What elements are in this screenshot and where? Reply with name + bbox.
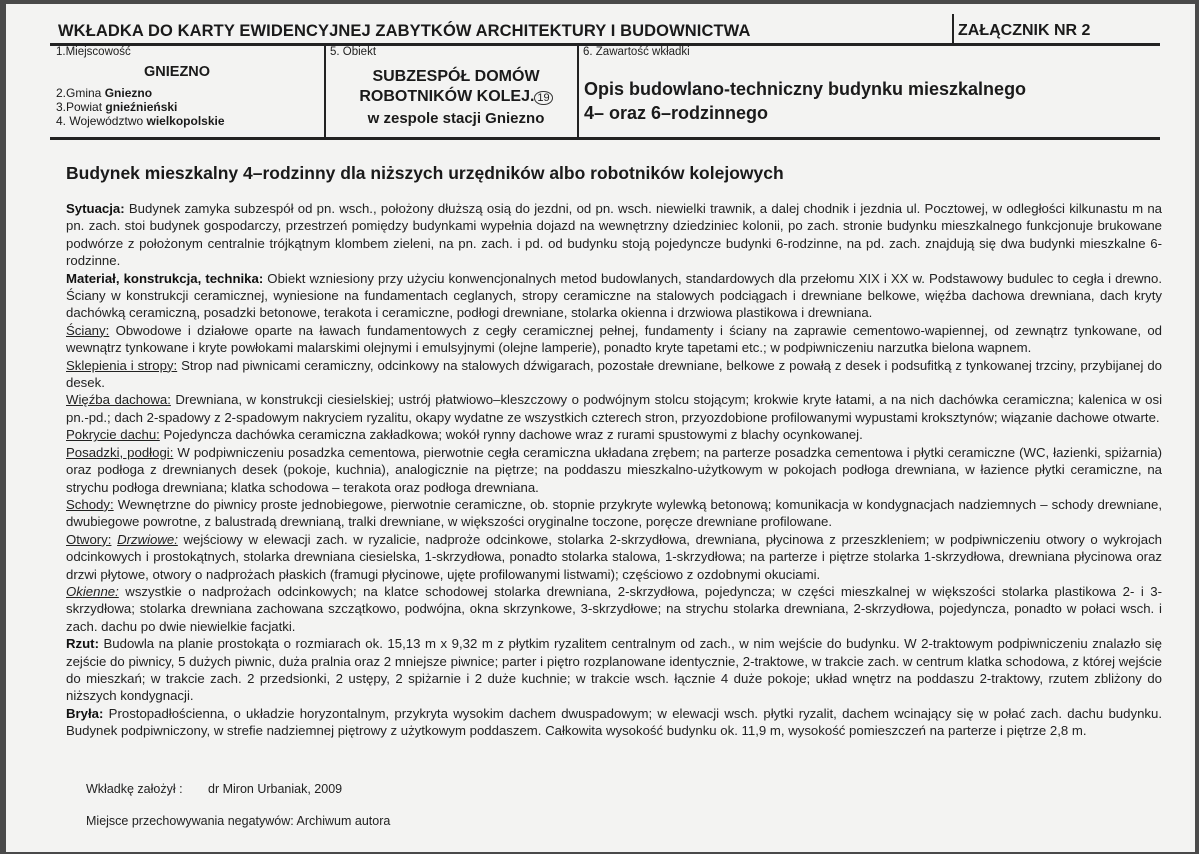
section-sytuacja: Sytuacja: Budynek zamyka subzespół od pn. wsch., położony dłuższą osią do jezdni, od pn. wsch. niewielki trawnik, a dalej chodnik i jezdnia ul. Pocztowej, w odległości kilkunastu m na pn. zach. stoi budynek gospodarczy, przestrzeń pomiędzy budynkami wypełnia dojazd na wewnętrzny dziedziniec kolonii, po zach. stronie budynku mieszkalnego funkcjonuje brukowane podwórze z położonym centralnie trójkątnym klombem zieleni, na pn. zach. i pd. od budynku stoją pojedyncze budynki 6-rodzinne, na pd. zach. znajdują się dwa budynki mieszkalne 6-rodzinne. bbox=[66, 201, 1162, 269]
commune-row bbox=[56, 86, 152, 100]
header-rule-bottom bbox=[50, 137, 1160, 140]
negatives-value: Archiwum autora bbox=[296, 814, 391, 828]
author-label: Wkładkę założył : bbox=[86, 782, 183, 796]
section-stropy: Sklepienia i stropy: Strop nad piwnicami ceramiczny, odcinkowy na stalowych dźwigarach, pozostałe drewniane, belkowe z powałą z desek i podsufitką z tynkowanej trzciny, przybijanej do desek. bbox=[66, 357, 1163, 391]
contents-label: 6. Zawartość wkładki bbox=[583, 46, 690, 58]
section-bryla: Bryła: Prostopadłościenna, o układzie horyzontalnym, przykryta wysokim dachem dwuspadowym; w elewacji wsch. płytki ryzalit, dachem wcinający się w połać zach. dachu budynku. Budynek podpiwniczony, w strefie nadziemnej piętrowy z użytkowym poddaszem. Całkowita wysokość budynku ok. 11,9 m, wysokość pomieszczeń na parterze i piętrze 2,8 m. bbox=[66, 705, 1162, 739]
voivodeship-value: wielkopolskie bbox=[146, 114, 225, 128]
town-value: GNIEZNO bbox=[144, 64, 211, 80]
county-value: gnieźnieński bbox=[105, 100, 178, 114]
title-row bbox=[58, 18, 1148, 42]
section-otwory: Otwory: Drzwiowe: wejściowy w elewacji zach. w ryzalicie, nadproże odcinkowe, stolarka 2-skrzydłowa, drewniana, płycinowa z przeszkleniem; w podpiwniczeniu otwory o wykrojach odcinkowych i prostokątnych, stolarka drewniana ciesielska, 1-skrzydłowa, ponadto stolarka stalowa, 1-skrzydłowa; na parterze i piętrze stolarka 1-skrzydłowa, drewniana płycinowa oraz drzwi płytowe, otwory o nadprożach płaskich (framugi płycinowe, ujęte profilowanymi listwami); częściowo z ozdobnymi okuciami. bbox=[66, 531, 1162, 582]
section-okienne: Okienne: wszystkie o nadprożach odcinkowych; na klatce schodowej stolarka drewniana, 2-skrzydłowa, pojedyncza; w części mieszkalnej w większości stolarka plastikowa 2- i 3-skrzydłowa; stolarka drewniana zachowana szczątkowo, podwójna, okna skrzynkowe, 3-skrzydłowe; na strychu stolarka drewniana, 2-skrzydłowa, pojedyncza, ponadto w połaci wsch. i zach. dachu po dwie niewielkie facjatki. bbox=[66, 583, 1162, 634]
object-title bbox=[336, 67, 576, 108]
county-label: 3.Powiat bbox=[56, 100, 103, 114]
section-rzut: Rzut: Budowla na planie prostokąta o rozmiarach ok. 15,13 m x 9,32 m z płytkim ryzalitem centralnym od zach., w nim wejście do budynku. W 2-traktowym podpiwniczeniu znalazło się zejście do piwnicy, 5 dużych piwnic, duża pralnia oraz 2 mniejsze piwnice; parter i piętro rozplanowane identycznie, 2-traktowe, w trakcie zach. w centrum klatka schodowa, z której wejście do mieszkań; w trakcie zach. 2 przedsionki, 2 ustępy, 2 spiżarnie i 2 duże kuchnie; w trakcie wsch. łącznie 4 duże pokoje; układ wnętrz na poddaszu 2-traktowy, rzutem zbliżony do niższych kondygnacji. bbox=[66, 636, 1162, 704]
negatives-label: Miejsce przechowywania negatywów: bbox=[86, 814, 294, 828]
voivodeship-label: 4. Województwo bbox=[56, 114, 144, 128]
annex-divider bbox=[952, 14, 954, 44]
contents-line-1: Opis budowlano-techniczny budynku mieszkalnego bbox=[584, 79, 1027, 99]
commune-value: Gniezno bbox=[104, 86, 153, 100]
object-number-badge: 19 bbox=[534, 91, 552, 105]
column-divider-1 bbox=[324, 45, 326, 138]
voivodeship-row bbox=[56, 114, 225, 128]
object-line-2: ROBOTNIKÓW KOLEJ. 19 bbox=[336, 87, 576, 108]
contents-line-2: 4– oraz 6–rodzinnego bbox=[584, 103, 769, 123]
section-material: Materiał, konstrukcja, technika: Obiekt wzniesiony przy użyciu konwencjonalnych metod budowlanych, standardowych dla przełomu XIX i XX w. Podstawowy budulec to cegła i drewno. Ściany w konstrukcji ceramicznej, wyniesione na fundamentach ceglanych, stropy ceramiczne na stalowych podciągach i drewniane belkowe, więźba dachowa drewniana, dach kryty dachówką ceramiczną, posadzki betonowe, terakota i ceramiczne, podłogi drewniane, stolarka okienna i drzwiowa plastikowa i drewniana. bbox=[66, 270, 1162, 321]
contents-title bbox=[584, 77, 1026, 125]
description-body bbox=[66, 200, 1162, 740]
commune-label: 2.Gmina bbox=[56, 86, 102, 100]
section-pokrycie: Pokrycie dachu: Pojedyncza dachówka ceramiczna zakładkowa; wokół rynny dachowe wraz z rurami spustowymi z blachy ocynkowanej. bbox=[66, 427, 863, 443]
negatives-row bbox=[86, 814, 390, 828]
section-schody: Schody: Wewnętrzne do piwnicy proste jednobiegowe, pierwotnie ceramiczne, ob. stopnie przykryte wylewką betonową; komunikacja w kondygnacjach nadziemnych – schody drewniane, dwubiegowe powrotne, z balustradą drewnianą, tralki drewniane, w większości oryginalne toczone, poręcze drewniane profilowane. bbox=[66, 496, 1162, 530]
author-value: dr Miron Urbaniak, 2009 bbox=[208, 782, 343, 796]
annex-label: ZAŁĄCZNIK NR 2 bbox=[958, 22, 1091, 39]
object-subtitle: w zespole stacji Gniezno bbox=[367, 110, 545, 127]
author-row bbox=[86, 782, 343, 796]
object-label: 5. Obiekt bbox=[330, 46, 377, 58]
section-sciany: Ściany: Obwodowe i działowe oparte na ławach fundamentowych z cegły ceramicznej pełnej, fundamenty i ściany na zaprawie cementowo-wapiennej, od zewnątrz tynkowane, od wewnątrz tynkowane i kryte powłokami malarskimi olejnymi i emulsyjnymi (olejne lamperie), ponadto kryte tapetami etc.; w podpiwniczeniu narzutka bielona wapnem. bbox=[66, 322, 1162, 356]
document-title: WKŁADKA DO KARTY EWIDENCYJNEJ ZABYTKÓW ARCHITEKTURY I BUDOWNICTWA bbox=[58, 22, 751, 40]
section-posadzki: Posadzki, podłogi: W podpiwniczeniu posadzka cementowa, pierwotnie cegła ceramiczna układana zrębem; na parterze posadzka cementowa i płytki ceramiczne (WC, łazienki, spiżarnia) oraz podłoga z drewnianych desek (pokoje, kuchnia), analogicznie na piętrze; na poddaszu mieszkalno-użytkowym w pokojach podłoga drewniana, w łazience płytki ceramiczne, na strychu podłoga drewniana; klatka schodowa – terakota oraz podłoga drewniana. bbox=[66, 444, 1162, 495]
section-wiezba: Więźba dachowa: Drewniana, w konstrukcji ciesielskiej; ustrój płatwiowo–kleszczowy o podwójnym stolcu stojącym; krokwie kryte łatami, a na nich dachówka ceramiczna; kalenica w osi pn.-pd.; dach 2-spadowy z 2-spadowym nakryciem ryzalitu, okapy wydatne ze wszystkich czterech stron, przyozdobione profilowanymi wypustami kroksztynów; wiązanie dachowe otwarte. bbox=[66, 392, 1162, 425]
document-page bbox=[6, 4, 1195, 852]
object-line-1: SUBZESPÓŁ DOMÓW bbox=[372, 68, 540, 85]
town-label: 1.Miejscowość bbox=[56, 46, 131, 58]
main-heading: Budynek mieszkalny 4–rodzinny dla niższych urzędników albo robotników kolejowych bbox=[66, 163, 784, 183]
county-row bbox=[56, 100, 177, 114]
column-divider-2 bbox=[577, 45, 579, 138]
